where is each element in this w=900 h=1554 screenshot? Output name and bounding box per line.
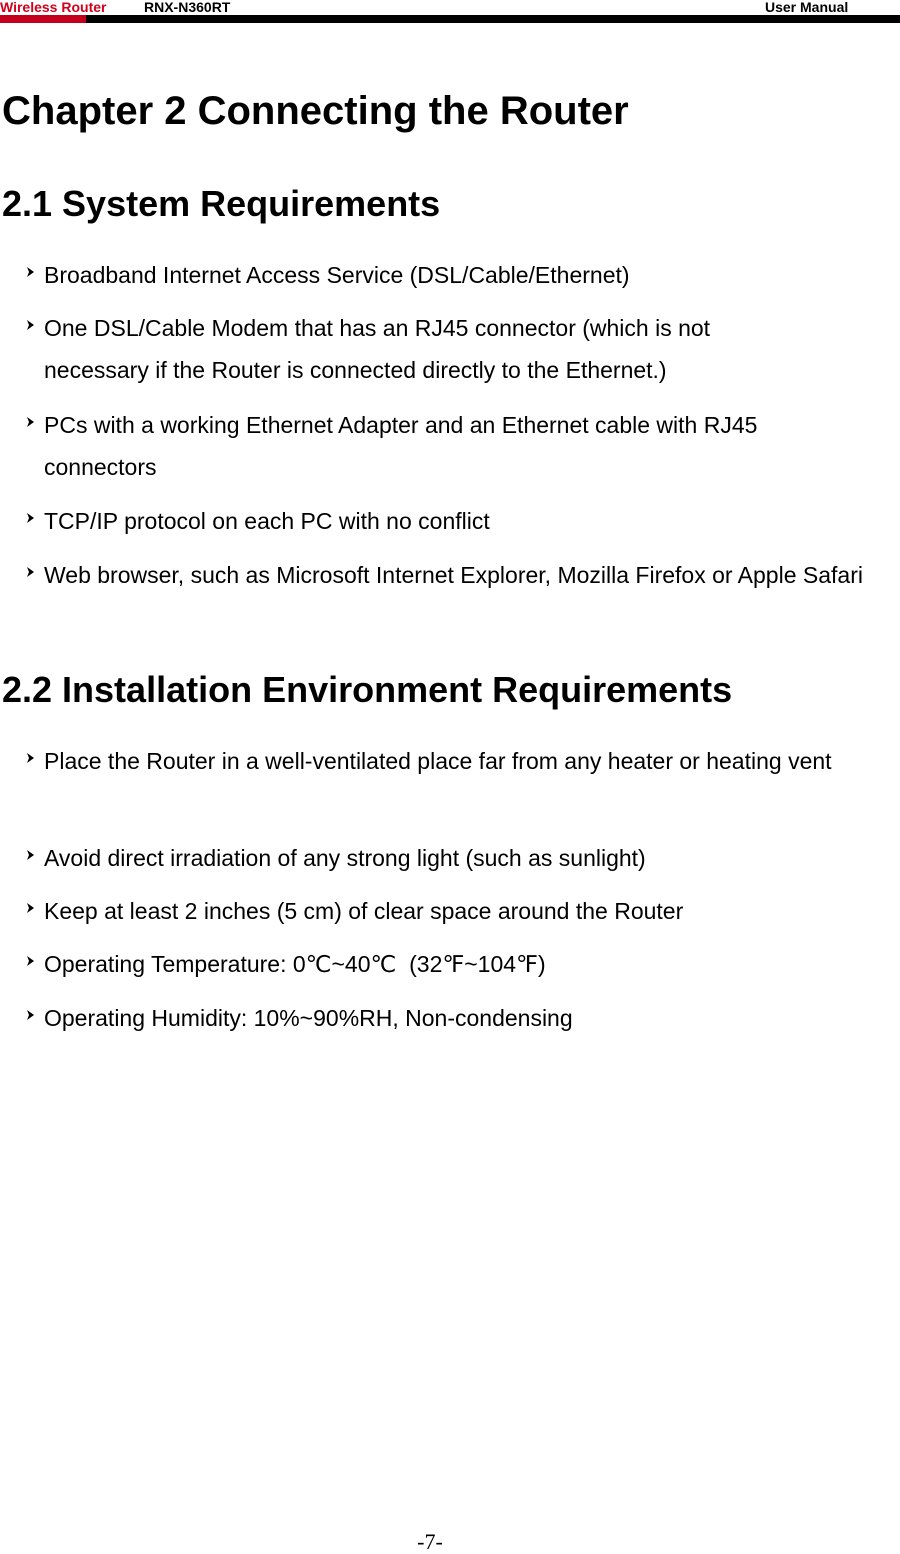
list-item-text: Avoid direct irradiation of any strong light (such as sunlight): [44, 845, 646, 871]
arrowhead-bullet-icon: [24, 740, 40, 782]
section-title-system-requirements: 2.1 System Requirements: [2, 183, 441, 224]
header-model: RNX-N360RT: [144, 0, 231, 15]
list-item-text: Operating Temperature: 0℃~40℃ (32℉~104℉): [44, 951, 546, 977]
section-title-installation-environment: 2.2 Installation Environment Requirements: [2, 669, 733, 710]
list-item-text: Operating Humidity: 10%~90%RH, Non-condensing: [44, 1005, 573, 1031]
arrowhead-bullet-icon: [24, 997, 40, 1039]
header-accent-bar: [0, 15, 86, 23]
arrowhead-bullet-icon: [24, 254, 40, 296]
arrowhead-bullet-icon: [24, 404, 40, 446]
chapter-title: Chapter 2 Connecting the Router: [2, 89, 629, 133]
page-number: -7-: [417, 1529, 443, 1554]
list-item-text: Place the Router in a well-ventilated place far from any heater or heating vent: [44, 748, 832, 774]
list-item-text: One DSL/Cable Modem that has an RJ45 connector (which is not necessary if the Router is connected directly to the Ethernet.): [44, 315, 711, 383]
arrowhead-bullet-icon: [24, 307, 40, 349]
arrowhead-bullet-icon: [24, 943, 40, 985]
arrowhead-bullet-icon: [24, 890, 40, 932]
list-item-text: TCP/IP protocol on each PC with no conflict: [44, 508, 490, 534]
header-rule-bar: [86, 15, 900, 23]
list-item-text: Web browser, such as Microsoft Internet Explorer, Mozilla Firefox or Apple Safari: [44, 562, 863, 588]
list-item-text: Broadband Internet Access Service (DSL/Cable/Ethernet): [44, 262, 630, 288]
arrowhead-bullet-icon: [24, 554, 40, 596]
header-manual-label: User Manual: [765, 0, 849, 15]
list-item-text: Keep at least 2 inches (5 cm) of clear space around the Router: [44, 898, 684, 924]
arrowhead-bullet-icon: [24, 837, 40, 879]
header-brand: Wireless Router: [0, 0, 107, 15]
arrowhead-bullet-icon: [24, 500, 40, 542]
list-item-text: PCs with a working Ethernet Adapter and an Ethernet cable with RJ45 connectors: [44, 412, 758, 480]
page-header: [0, 0, 900, 26]
